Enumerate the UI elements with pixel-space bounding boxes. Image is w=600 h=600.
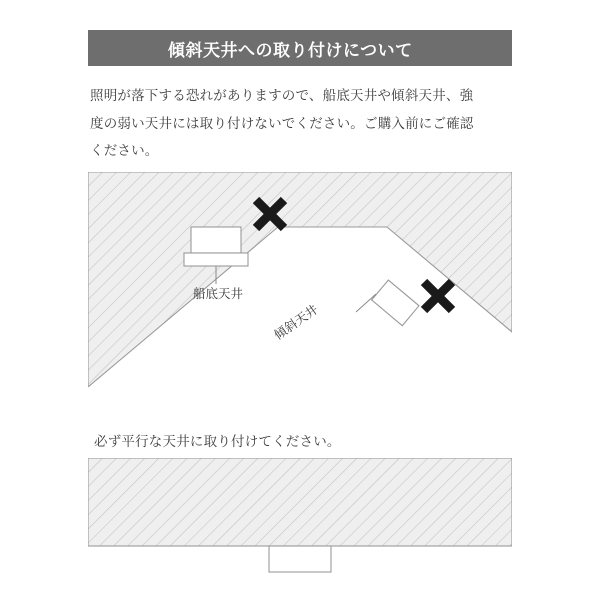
flat-ceiling-area — [88, 458, 512, 546]
intro-line-1: 照明が落下する恐れがありますので、船底天井や傾斜天井、強 — [90, 88, 474, 103]
boat-ceiling-fixture-box — [184, 227, 248, 266]
figure-sloped-ceiling-illustration — [88, 172, 512, 387]
intro-line-3: ください。 — [90, 143, 159, 159]
label-sloped-ceiling: 傾斜天井 — [271, 302, 321, 343]
page-title: 傾斜天井への取り付けについて — [168, 40, 413, 60]
flat-ceiling-fixture-box — [269, 546, 331, 572]
x-mark-sloped-ceiling — [424, 282, 452, 310]
sloped-ceiling-fixture-box — [372, 280, 419, 326]
figure-parallel-ceiling-illustration — [88, 458, 512, 578]
parallel-ceiling-caption: 必ず平行な天井に取り付けてください。 — [94, 434, 341, 449]
label-boat-ceiling: 船底天井 — [193, 287, 244, 301]
intro-line-2: 度の弱い天井には取り付けないでください。ご購入前にご確認 — [90, 115, 474, 131]
intro-paragraph — [90, 82, 512, 165]
sloped-ceiling-callout — [271, 294, 376, 342]
section-header-bar — [88, 30, 512, 66]
